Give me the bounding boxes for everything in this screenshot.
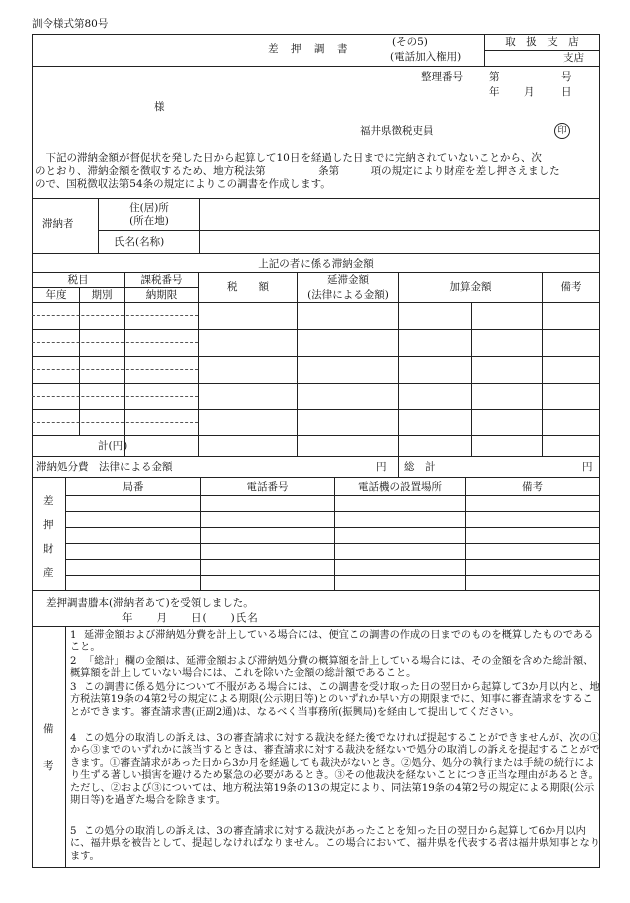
intro-line: のとおり、滞納金額を徴収するため、地方税法第 条第 項の規定により財産を差し押さえました	[35, 165, 560, 178]
receipt-statement: 差押調書謄本(滞納者あて)を受領しました。	[46, 597, 254, 609]
name-label: 氏名(名称)	[114, 236, 165, 248]
col-late-fee-2: (法律による金額)	[307, 289, 389, 301]
col-tax-item: 税目	[67, 274, 89, 286]
row-divider	[32, 396, 198, 397]
row-divider	[32, 315, 198, 316]
date-year: 年	[489, 86, 500, 98]
notes-side-1: 備	[43, 723, 54, 735]
frame-top	[32, 34, 600, 35]
official-title: 福井県徴税吏員	[360, 125, 434, 137]
property-side-1: 差	[43, 495, 54, 507]
date-month: 月	[524, 86, 535, 98]
frame-left	[32, 34, 33, 868]
note-item: 5 この処分の取消しの訴えは、3の審査請求に対する裁決があったことを知った日の翌日から起算して6か月以内に、福井県を被告として、提起しなければなりません。この場合において、福井県を代表する者は福井県知事となります。	[70, 826, 600, 862]
total-label: 計(円)	[98, 440, 128, 452]
note-item: 3 この調書に係る処分について不服がある場合には、この調書を受け取った日の翌日から起算して3か月以内と、地方税法第19条の4第2号の規定による期限(公示期日等)とのいずれか早い方の期限までに、知事に審査請求をすることができます。審査請求書(正副2通)は、なるべく当事務所(振興局)を経由して提出してください。	[70, 682, 600, 718]
address-label-1: 住(居)所	[129, 202, 169, 214]
property-side-2: 押	[43, 519, 54, 531]
note-item: 1 延滞金額および滞納処分費を計上している場合には、便宜この調書の作成の日までのものを概算したものであること。	[70, 630, 594, 654]
col-due-date: 納期限	[145, 289, 178, 301]
addressee-suffix: 様	[154, 101, 165, 113]
intro-line: ので、国税徴収法第54条の規定によりこの調書を作成します。	[35, 178, 331, 191]
intro-paragraph	[35, 152, 595, 192]
intro-line: 下記の滞納金額が督促状を発した日から起算して10日を経過した日までに完納されていないことから、次	[35, 152, 542, 164]
row-divider	[32, 369, 198, 370]
col-tax-number: 課税番号	[140, 274, 183, 286]
address-field[interactable]	[201, 201, 596, 228]
col-phone-number: 電話番号	[246, 481, 289, 493]
col-tax-amount: 税 額	[227, 281, 269, 293]
reference-number-label: 整理番号	[421, 71, 463, 83]
address-label-2: (所在地)	[129, 215, 169, 227]
branch-suffix: 支店	[563, 52, 584, 64]
col-station: 局番	[122, 481, 144, 493]
fee-label: 滞納処分費 法律による金額	[36, 461, 173, 473]
notes-side-2: 考	[43, 760, 54, 772]
col-period: 期別	[91, 289, 113, 301]
grand-total-label: 総 計	[404, 461, 436, 473]
col-remarks: 備考	[560, 281, 582, 293]
frame-bottom	[32, 867, 600, 868]
delinquent-label: 滞納者	[42, 218, 74, 230]
property-side-4: 産	[43, 567, 54, 579]
reference-dai: 第	[489, 71, 500, 83]
document-title: 差 押 調 書	[268, 43, 349, 55]
property-side-3: 財	[43, 543, 54, 555]
date-day: 日	[561, 86, 572, 98]
name-field[interactable]	[201, 232, 596, 251]
grand-total-yen: 円	[582, 461, 593, 473]
receipt-date-name: 年 月 日( )氏名	[122, 612, 259, 624]
document-subtitle-2: (電話加入権用)	[390, 51, 462, 63]
form-number: 訓令様式第80号	[32, 18, 109, 30]
seal-mark: 印	[554, 123, 570, 139]
note-item: 2 「総計」欄の金額は、延滞金額および滞納処分費の概算額を計上している場合には、その金額を含めた総計額、概算額を計上していない場合には、これを除いた金額の総計額であること。	[70, 656, 594, 680]
col-late-fee-1: 延滞金額	[327, 274, 369, 286]
reference-go: 号	[561, 71, 572, 83]
fee-yen: 円	[376, 461, 387, 473]
col-year: 年度	[45, 289, 67, 301]
col-additional-amount: 加算金額	[449, 281, 492, 293]
col-install-location: 電話機の設置場所	[358, 481, 442, 493]
note-item: 4 この処分の取消しの訴えは、3の審査請求に対する裁決を経た後でなければ提起することができませんが、次の①から③までのいずれかに該当するときは、審査請求に対する裁決を経ないで処分の取消しの訴えを提起することができます。①審査請求があった日から3か月を経過しても裁決がないとき。②処分、処分の執行または手続の続行により生ずる著しい損害を避けるため緊急の必要があるとき。③その他裁決を経ないことにつき正当な理由があるとき。ただし、②および③については、地方税法第19条の13の規定により、同法第19条の4第2号の規定による期限(公示期日等)を過ぎた場合を除きます。	[70, 733, 600, 807]
office-label: 取 扱 支 店	[505, 36, 579, 48]
row-divider	[32, 422, 198, 423]
document-subtitle-1: (その5)	[392, 36, 428, 48]
col-property-remarks: 備考	[522, 481, 543, 493]
row-divider	[32, 342, 198, 343]
amount-table-caption: 上記の者に係る滞納金額	[258, 258, 374, 270]
